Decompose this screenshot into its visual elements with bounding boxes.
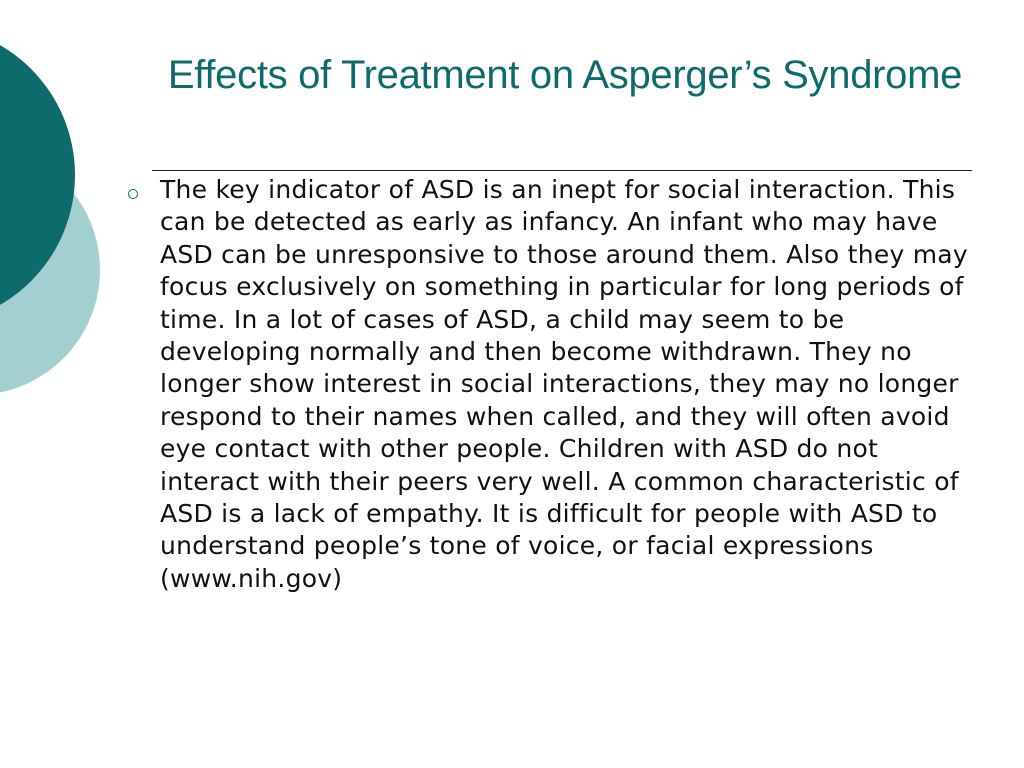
slide-title: Effects of Treatment on Asperger’s Syndrome (167, 53, 963, 97)
hollow-circle-bullet-icon (128, 189, 138, 199)
title-divider (152, 170, 972, 171)
bullet-list (120, 174, 982, 595)
list-item (120, 174, 982, 595)
bullet-text: The key indicator of ASD is an inept for social interaction. This can be detected as early as infancy. An infant who may have ASD can be unresponsive to those around them. Also they may focus exclusively on something in particular for long periods of time. In a lot of cases of ASD, a child may seem to be developing normally and then become withdrawn. They no longer show interest in social interactions, they may no longer respond to their names when called, and they will often avoid eye contact with other people. Children with ASD do not interact with their peers very well. A common characteristic of ASD is a lack of empathy. It is difficult for people with ASD to understand people’s tone of voice, or facial expressions (www.nih.gov) (160, 175, 968, 593)
